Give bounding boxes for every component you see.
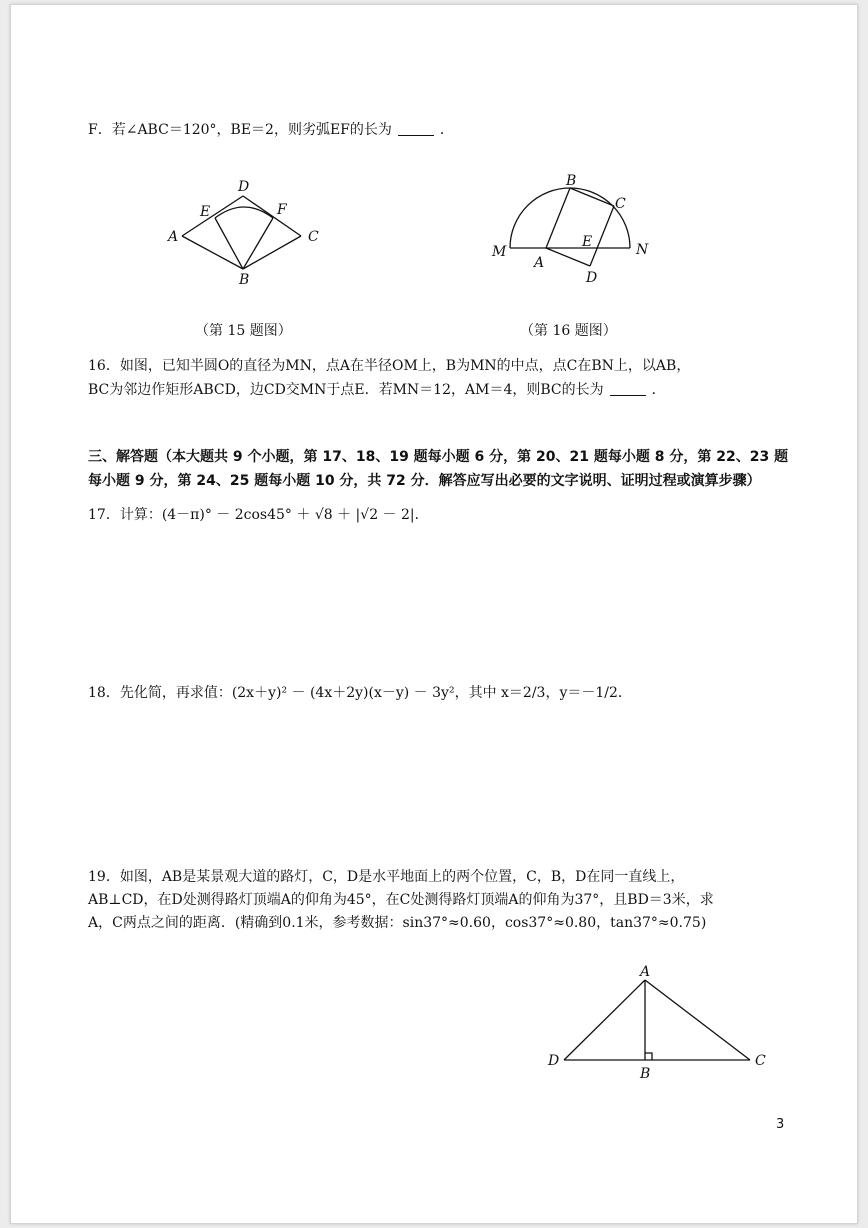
q19-line-3: A，C两点之间的距离．(精确到0.1米，参考数据：sin37°≈0.60，cos37°≈0.80，tan37°≈0.75) <box>88 915 707 931</box>
figure-16 <box>486 170 656 286</box>
figure-15 <box>160 176 340 288</box>
page-number: 3 <box>776 1117 785 1132</box>
fig15-label-b: B <box>239 272 250 288</box>
q16-end: ． <box>651 382 666 398</box>
fig16-label-d: D <box>586 270 598 286</box>
fig15-label-e: E <box>200 204 211 220</box>
fig15-line-bc <box>243 236 301 269</box>
q16-answer-blank <box>610 381 646 396</box>
fig19-line-ad <box>564 980 645 1060</box>
fig19-label-b: B <box>640 1066 651 1082</box>
fig16-label-c: C <box>615 196 626 212</box>
q15-end: ． <box>439 122 454 138</box>
fig15-line-dc <box>243 196 301 236</box>
q15-continuation <box>88 120 454 140</box>
q19-line-2: AB⊥CD，在D处测得路灯顶端A的仰角为45°，在C处测得路灯顶端A的仰角为37°，且BD＝3米，求 <box>88 892 714 908</box>
q19-line-1: 19．如图，AB是某景观大道的路灯，C，D是水平地面上的两个位置，C，B，D在同一直线上， <box>88 869 685 885</box>
fig15-line-bf <box>243 218 273 269</box>
fig19-line-ac <box>645 980 750 1060</box>
fig19-right-angle-mark <box>645 1053 652 1060</box>
fig19-label-a: A <box>640 964 651 980</box>
fig16-label-b: B <box>566 173 577 189</box>
fig15-label-c: C <box>308 229 319 245</box>
fig16-caption: （第 16 题图） <box>520 323 617 339</box>
fig15-label-d: D <box>238 179 250 195</box>
q15-answer-blank <box>398 121 434 136</box>
figure-19 <box>540 960 780 1084</box>
fig16-side-da <box>546 248 590 266</box>
q16-text: BC为邻边作矩形ABCD，边CD交MN于点E．若MN＝12，AM＝4，则BC的长为 <box>88 382 604 398</box>
fig16-side-ab <box>546 188 570 248</box>
q16-line-1: 16．如图，已知半圆O的直径为MN，点A在半径OM上，B为MN的中点，点C在BN上，以AB， <box>88 358 691 374</box>
fig15-caption: （第 15 题图） <box>195 323 292 339</box>
fig15-label-f: F <box>277 202 287 218</box>
q17-text: 17．计算：(4－π)° － 2cos45° ＋ √8 ＋ |√2 － 2|． <box>88 507 429 523</box>
fig19-label-c: C <box>755 1053 766 1069</box>
fig16-side-bc <box>570 188 614 206</box>
q18-text: 18．先化简，再求值：(2x＋y)² － (4x＋2y)(x－y) － 3y²，其中 x＝2/3，y＝－1/2． <box>88 685 632 701</box>
section3-heading-line-2: 每小题 9 分，第 24、25 题每小题 10 分，共 72 分．解答应写出必要的文字说明、证明过程或演算步骤） <box>88 473 761 489</box>
fig16-semicircle <box>510 188 630 248</box>
fig15-line-ad <box>182 196 243 236</box>
section3-heading-line-1: 三、解答题（本大题共 9 个小题，第 17、18、19 题每小题 6 分，第 20、21 题每小题 8 分，第 22、23 题 <box>88 449 789 465</box>
fig16-side-cd <box>590 206 614 266</box>
fig16-label-e: E <box>582 234 593 250</box>
fig19-label-d: D <box>548 1053 560 1069</box>
fig16-label-n: N <box>636 242 649 258</box>
fig15-label-a: A <box>168 229 179 245</box>
fig16-label-a: A <box>534 255 545 271</box>
q15-text: F．若∠ABC＝120°，BE＝2，则劣弧EF的长为 <box>88 122 392 138</box>
q16-line-2 <box>88 380 666 400</box>
fig16-label-m: M <box>492 244 507 260</box>
